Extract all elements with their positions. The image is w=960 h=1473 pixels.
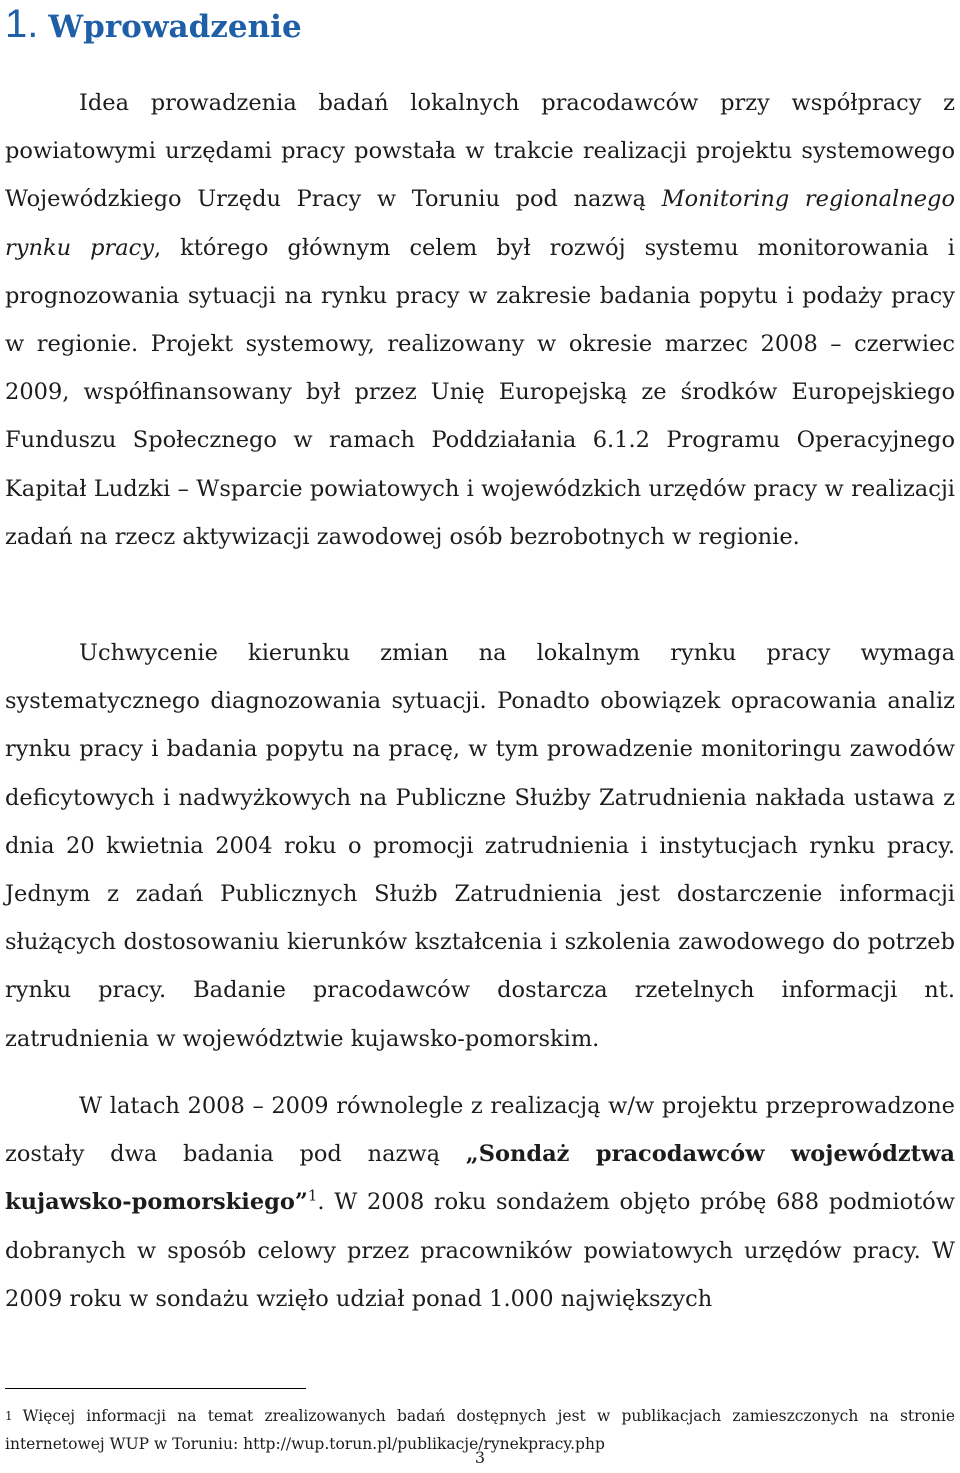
section-number: 1. <box>5 2 39 46</box>
paragraph-text: W latach 2008 – 2009 równolegle z realizacją w/w projektu przeprowadzone zostały dwa badania pod nazwą <box>5 1093 955 1168</box>
footnote-mark: 1 <box>5 1409 13 1423</box>
footnote-text: Więcej informacji na temat zrealizowanych badań dostępnych jest w publikacjach zamieszczonych na stronie internetowej WUP w Toruniu: http://wup.torun.pl/publikacje/rynekpracy.php <box>5 1407 955 1453</box>
paragraph-survey <box>5 1082 955 1323</box>
section-title: Wprowadzenie <box>48 9 302 45</box>
survey-name-bold: „Sondaż pracodawców województwa kujawsko-pomorskiego” <box>5 1141 955 1216</box>
footnote-reference: 1 <box>307 1186 318 1205</box>
paragraph-monitoring: Uchwycenie kierunku zmian na lokalnym rynku pracy wymaga systematycznego diagnozowania sytuacji. Ponadto obowiązek opracowania analiz rynku pracy i badania popytu na pracę, w tym prowadzenie monitoringu zawodów deficytowych i nadwyżkowych na Publiczne Służby Zatrudnienia nakłada ustawa z dnia 20 kwietnia 2004 roku o promocji zatrudnienia i instytucjach rynku pracy. Jednym z zadań Publicznych Służb Zatrudnienia jest dostarczenie informacji służących dostosowaniu kierunków kształcenia i szkolenia zawodowego do potrzeb rynku pracy. Badanie pracodawców dostarcza rzetelnych informacji nt. zatrudnienia w województwie kujawsko-pomorskim. <box>5 640 955 1052</box>
paragraph-text: . W 2008 roku sondażem objęto próbę 688 podmiotów dobranych w sposób celowy przez pracowników powiatowych urzędów pracy. W 2009 roku w sondażu wzięło udział ponad 1.000 największych <box>5 1189 955 1312</box>
footnote-separator <box>5 1388 306 1389</box>
section-heading <box>5 2 302 47</box>
page-number: 3 <box>474 1448 486 1467</box>
paragraph-intro <box>5 79 955 561</box>
project-name-italic: Monitoring regionalnego rynku pracy <box>5 186 955 261</box>
paragraph-text: Idea prowadzenia badań lokalnych pracodawców przy współpracy z powiatowymi urzędami pracy powstała w trakcie realizacji projektu systemowego Wojewódzkiego Urzędu Pracy w Toruniu pod nazwą <box>5 90 955 213</box>
paragraph-text: , którego głównym celem był rozwój systemu monitorowania i prognozowania sytuacji na rynku pracy w zakresie badania popytu i podaży pracy w regionie. Projekt systemowy, realizowany w okresie marzec 2008 – czerwiec 2009, współfinansowany był przez Unię Europejską ze środków Europejskiego Funduszu Społecznego w ramach Poddziałania 6.1.2 Programu Operacyjnego Kapitał Ludzki – Wsparcie powiatowych i wojewódzkich urzędów pracy w realizacji zadań na rzecz aktywizacji zawodowej osób bezrobotnych w regionie. <box>5 234 955 550</box>
